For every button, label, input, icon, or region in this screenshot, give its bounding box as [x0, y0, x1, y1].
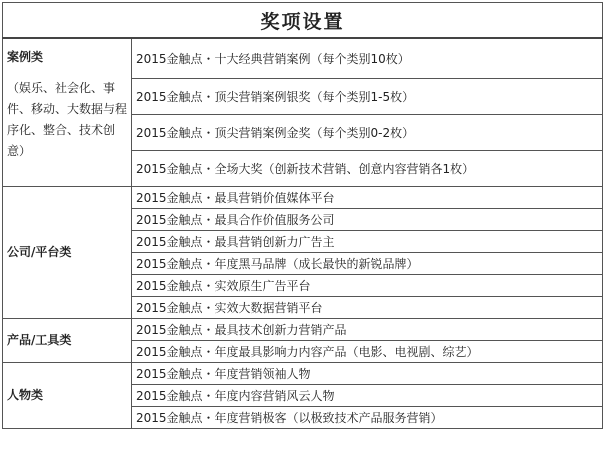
- award-item: 2015金触点・年度营销领袖人物: [132, 363, 603, 385]
- award-item: 2015金触点・顶尖营销案例银奖（每个类别1-5枚）: [132, 79, 603, 115]
- award-item: 2015金触点・年度营销极客（以极致技术产品服务营销）: [132, 407, 603, 429]
- awards-table: [2, 2, 603, 429]
- award-item: 2015金触点・年度最具影响力内容产品（电影、电视剧、综艺）: [132, 341, 603, 363]
- awards-table-container: [2, 2, 602, 429]
- category-company: [3, 187, 132, 319]
- category-name: 人物类: [7, 388, 44, 402]
- category-note: （娱乐、社会化、事件、移动、大数据与程序化、整合、技术创意）: [7, 81, 128, 158]
- category-case: [3, 38, 132, 187]
- award-item: 2015金触点・全场大奖（创新技术营销、创意内容营销各1枚）: [132, 151, 603, 187]
- award-item: 2015金触点・十大经典营销案例（每个类别10枚）: [132, 38, 603, 79]
- award-item: 2015金触点・年度内容营销风云人物: [132, 385, 603, 407]
- award-item: 2015金触点・最具营销价值媒体平台: [132, 187, 603, 209]
- category-name: 案例类: [7, 50, 44, 64]
- award-item: 2015金触点・最具合作价值服务公司: [132, 209, 603, 231]
- award-item: 2015金触点・年度黑马品牌（成长最快的新锐品牌）: [132, 253, 603, 275]
- award-item: 2015金触点・最具营销创新力广告主: [132, 231, 603, 253]
- award-item: 2015金触点・实效大数据营销平台: [132, 297, 603, 319]
- category-name: 产品/工具类: [7, 333, 72, 347]
- category-person: [3, 363, 132, 429]
- category-product: [3, 319, 132, 363]
- award-item: 2015金触点・顶尖营销案例金奖（每个类别0-2枚）: [132, 115, 603, 151]
- award-item: 2015金触点・最具技术创新力营销产品: [132, 319, 603, 341]
- table-title: 奖项设置: [3, 3, 603, 39]
- category-name: 公司/平台类: [7, 245, 72, 259]
- award-item: 2015金触点・实效原生广告平台: [132, 275, 603, 297]
